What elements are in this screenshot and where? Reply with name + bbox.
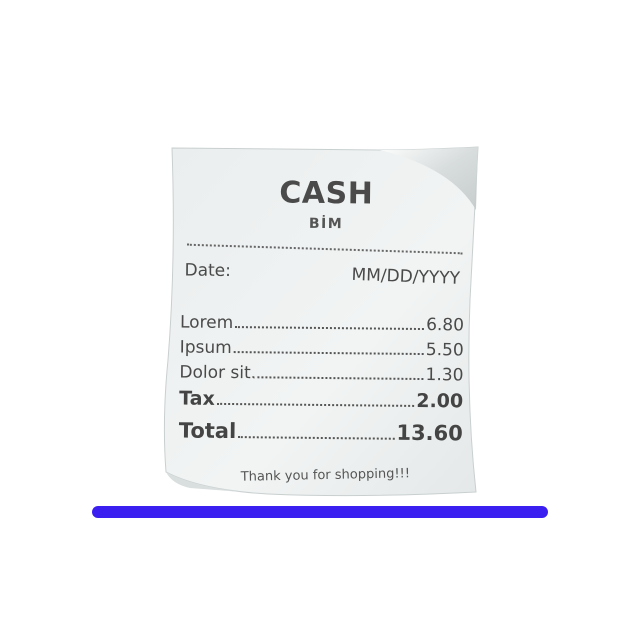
item-price: 1.30 (425, 365, 464, 386)
total-value: 13.60 (396, 420, 463, 446)
total-row (179, 418, 463, 445)
item-label: Ipsum (179, 337, 232, 359)
item-price: 5.50 (425, 340, 464, 361)
tax-row (179, 387, 463, 412)
tax-label: Tax (179, 387, 215, 410)
total-label: Total (178, 418, 237, 444)
dot-leader (253, 376, 424, 380)
line-item (180, 337, 464, 360)
accent-bar (92, 506, 548, 518)
dotted-separator (187, 244, 463, 255)
dot-leader (234, 351, 424, 355)
item-label: Lorem (179, 312, 234, 334)
item-label: Dolor sit (179, 362, 251, 384)
item-price: 6.80 (426, 315, 465, 336)
date-label: Date: (184, 260, 232, 282)
dot-leader (238, 436, 394, 440)
thank-you-message: Thank you for shopping!!! (240, 466, 411, 485)
line-item (180, 312, 464, 335)
receipt-title: CASH (279, 175, 374, 212)
dot-leader (217, 403, 415, 407)
receipt-content (170, 148, 480, 496)
dot-leader (235, 326, 424, 330)
tax-value: 2.00 (416, 389, 464, 413)
line-item (179, 362, 463, 385)
store-name: BİM (308, 215, 344, 233)
date-value: MM/DD/YYYY (351, 264, 461, 289)
